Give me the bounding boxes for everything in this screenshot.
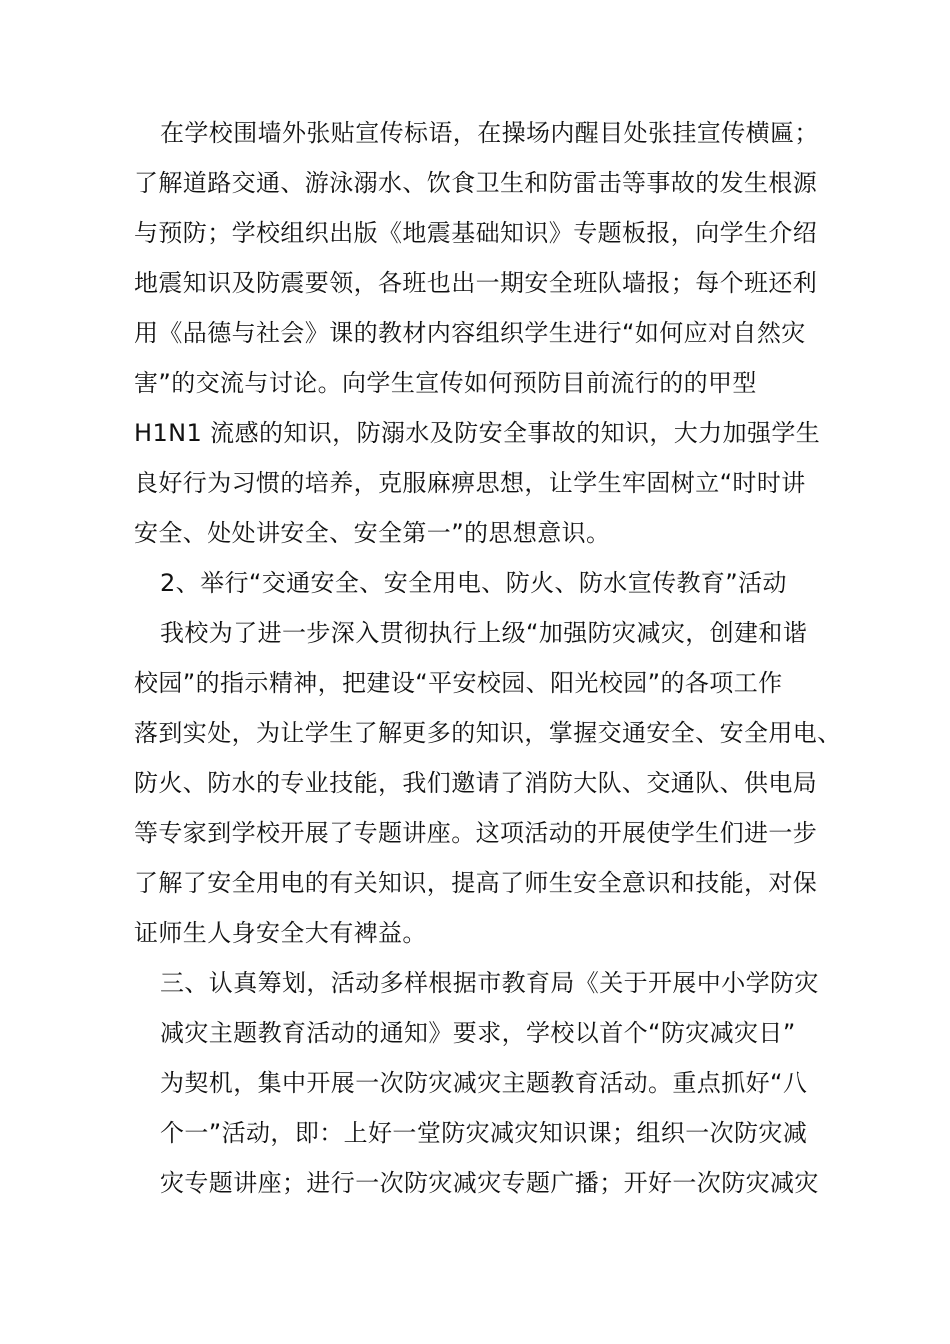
- text-line: 为契机，集中开展一次防灾减灾主题教育活动。重点抓好“八: [160, 1069, 808, 1097]
- section-heading: 2、举行“交通安全、安全用电、防火、防水宣传教育”活动: [160, 569, 787, 597]
- text-line: 减灾主题教育活动的通知》要求，学校以首个“防灾减灾日”: [160, 1019, 796, 1047]
- text-line: 了解道路交通、游泳溺水、饮食卫生和防雷击等事故的发生根源: [134, 169, 818, 197]
- text-line: 与预防；学校组织出版《地震基础知识》专题板报，向学生介绍: [134, 219, 818, 247]
- text-line: 灾专题讲座；进行一次防灾减灾专题广播；开好一次防灾减灾: [160, 1169, 819, 1197]
- text-line: 我校为了进一步深入贯彻执行上级“加强防灾减灾，创建和谐: [160, 619, 808, 647]
- text-line: 地震知识及防震要领，各班也出一期安全班队墙报；每个班还利: [134, 269, 818, 297]
- text-line: 防火、防水的专业技能，我们邀请了消防大队、交通队、供电局: [134, 769, 818, 797]
- text-line: 落到实处，为让学生了解更多的知识，掌握交通安全、安全用电、: [134, 719, 842, 747]
- text-line: 用《品德与社会》课的教材内容组织学生进行“如何应对自然灾: [134, 319, 806, 347]
- text-line: 等专家到学校开展了专题讲座。这项活动的开展使学生们进一步: [134, 819, 818, 847]
- text-line: 在学校围墙外张贴宣传标语，在操场内醒目处张挂宣传横匾；: [160, 119, 819, 147]
- text-line: 害”的交流与讨论。向学生宣传如何预防目前流行的的甲型: [134, 369, 757, 397]
- text-line: 个一”活动，即：上好一堂防灾减灾知识课；组织一次防灾减: [160, 1119, 808, 1147]
- text-line: 证师生人身安全大有裨益。: [134, 919, 427, 947]
- text-line: H1N1 流感的知识，防溺水及防安全事故的知识，大力加强学生: [134, 419, 821, 447]
- text-line: 安全、处处讲安全、安全第一”的思想意识。: [134, 519, 611, 547]
- text-line: 校园”的指示精神，把建设“平安校园、阳光校园”的各项工作: [134, 669, 783, 697]
- text-line: 良好行为习惯的培养，克服麻痹思想，让学生牢固树立“时时讲: [134, 469, 806, 497]
- section-heading: 三、认真筹划，活动多样根据市教育局《关于开展中小学防灾: [160, 969, 819, 997]
- text-line: 了解了安全用电的有关知识，提高了师生安全意识和技能，对保: [134, 869, 818, 897]
